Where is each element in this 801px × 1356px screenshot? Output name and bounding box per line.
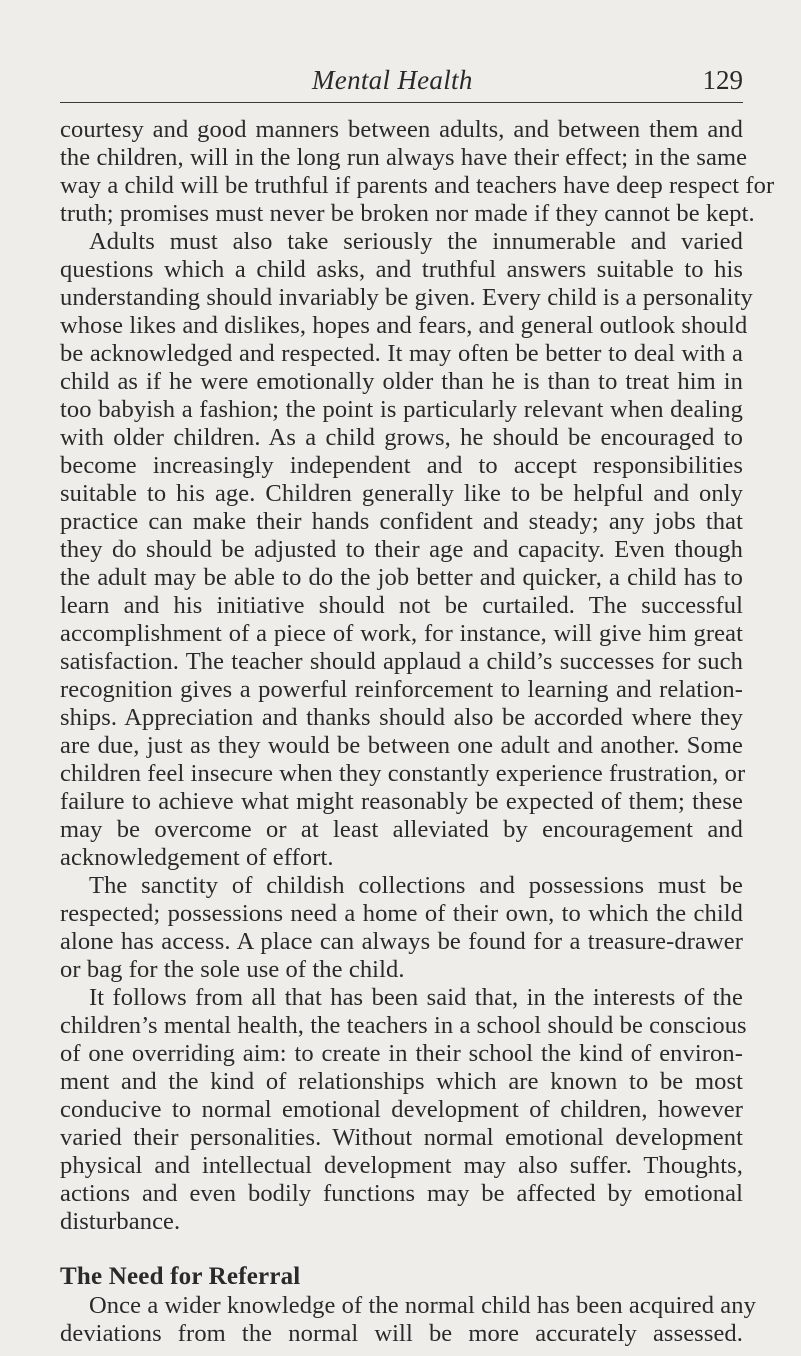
text-line: courtesy and good manners between adults, and between them and (60, 116, 743, 143)
text-line: acknowledgement of effort. (60, 844, 334, 871)
text-line: accomplishment of a piece of work, for instance, will give him great (60, 620, 743, 647)
text-line: become increasingly independent and to accept responsibilities (60, 452, 743, 479)
body-text (60, 116, 775, 1348)
text-line: ships. Appreciation and thanks should also be accorded where they (60, 704, 743, 731)
text-line: with older children. As a child grows, he should be encouraged to (60, 424, 743, 451)
text-line: varied their personalities. Without normal emotional development (60, 1124, 743, 1151)
section-need-for-referral (60, 1262, 756, 1348)
text-line: be acknowledged and respected. It may often be better to deal with a (60, 340, 743, 367)
text-line: way a child will be truthful if parents and teachers have deep respect for (60, 172, 775, 199)
paragraph-courtesy (60, 116, 775, 228)
text-line: actions and even bodily functions may be affected by emotional (60, 1180, 743, 1207)
text-line: they do should be adjusted to their age and capacity. Even though (60, 536, 743, 563)
section-gap (60, 1236, 743, 1262)
text-line: conducive to normal emotional development of children, however (60, 1096, 743, 1123)
text-line: The sanctity of childish collections and possessions must be (89, 872, 743, 899)
text-line: alone has access. A place can always be found for a treasure-drawer (60, 928, 743, 955)
text-line: satisfaction. The teacher should applaud a child’s successes for such (60, 648, 743, 675)
text-line: learn and his initiative should not be curtailed. The successful (60, 592, 743, 619)
paragraph-sanctity (60, 872, 743, 984)
text-line: children’s mental health, the teachers in a school should be conscious (60, 1012, 747, 1039)
text-line: the adult may be able to do the job better and quicker, a child has to (60, 564, 743, 591)
text-line: physical and intellectual development may also suffer. Thoughts, (60, 1152, 743, 1179)
text-line: too babyish a fashion; the point is particularly relevant when dealing (60, 396, 743, 423)
text-line: understanding should invariably be given. Every child is a personality (60, 284, 753, 311)
text-line: truth; promises must never be broken nor made if they cannot be kept. (60, 200, 755, 227)
section-heading: The Need for Referral (60, 1263, 301, 1290)
text-line: ment and the kind of relationships which are known to be most (60, 1068, 743, 1095)
text-line: the children, will in the long run always have their effect; in the same (60, 144, 748, 171)
text-line: or bag for the sole use of the child. (60, 956, 405, 983)
text-line: suitable to his age. Children generally like to be helpful and only (60, 480, 743, 507)
text-line: It follows from all that has been said that, in the interests of the (89, 984, 743, 1011)
running-title: Mental Health (312, 65, 473, 95)
page-number: 129 (702, 65, 743, 95)
text-line: are due, just as they would be between one adult and another. Some (60, 732, 743, 759)
text-line: disturbance. (60, 1208, 181, 1235)
paragraph-adults (60, 228, 753, 872)
text-line: Adults must also take seriously the innumerable and varied (89, 228, 743, 255)
text-line: failure to achieve what might reasonably be expected of them; these (60, 788, 743, 815)
text-line: respected; possessions need a home of their own, to which the child (60, 900, 743, 927)
text-line: may be overcome or at least alleviated by encouragement and (60, 816, 743, 843)
text-line: deviations from the normal will be more accurately assessed. (60, 1320, 743, 1347)
text-line: practice can make their hands confident and steady; any jobs that (60, 508, 743, 535)
text-line: questions which a child asks, and truthful answers suitable to his (60, 256, 743, 283)
text-line: children feel insecure when they constantly experience frustration, or (60, 760, 746, 787)
text-line: child as if he were emotionally older than he is than to treat him in (60, 368, 743, 395)
text-line: recognition gives a powerful reinforcement to learning and relation- (60, 676, 743, 703)
text-line: Once a wider knowledge of the normal child has been acquired any (89, 1292, 756, 1319)
paragraph-it-follows (60, 984, 747, 1236)
text-line: of one overriding aim: to create in their school the kind of environ- (60, 1040, 743, 1067)
running-header (60, 58, 743, 103)
text-line: whose likes and dislikes, hopes and fears, and general outlook should (60, 312, 748, 339)
